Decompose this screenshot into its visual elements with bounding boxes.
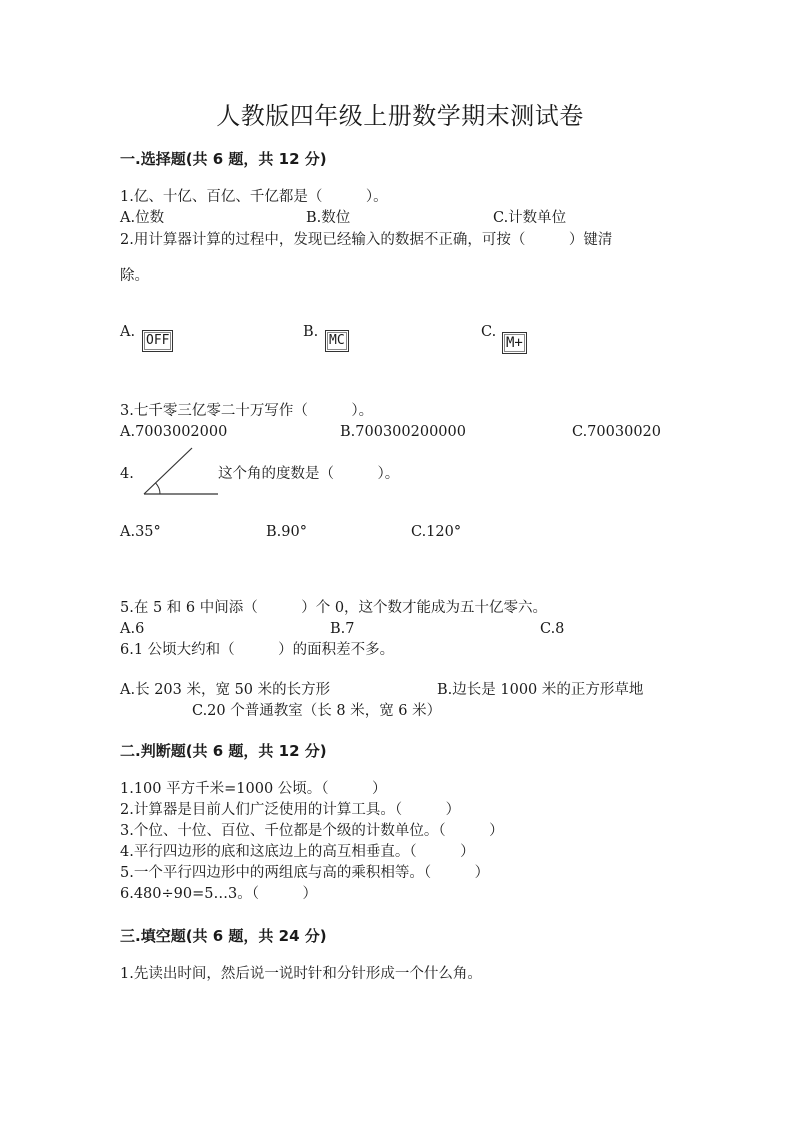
question-6-stem: 6.1 公顷大约和（ ）的面积差不多。 [120,642,395,658]
fill-question-1: 1.先读出时间，然后说一说时针和分针形成一个什么角。 [120,966,482,982]
question-6-option-b: B.边长是 1000 米的正方形草地 [437,682,644,698]
mc-key-icon: MC [325,330,349,352]
page-title: 人教版四年级上册数学期末测试卷 [216,102,584,130]
question-4-number: 4. [120,466,134,482]
judge-item-3: 3.个位、十位、百位、千位都是个级的计数单位。（ ） [120,823,504,839]
section-heading-fill: 三.填空题(共 6 题，共 24 分) [120,927,327,945]
question-5-option-c: C.8 [540,621,565,637]
question-2-option-a: A. [120,324,136,340]
judge-item-5: 5.一个平行四边形中的两组底与高的乘积相等。（ ） [120,865,490,881]
angle-slanted-ray [144,448,192,494]
question-4-option-c: C.120° [411,524,462,540]
question-1-stem: 1.亿、十亿、百亿、千亿都是（ ）。 [120,189,388,205]
judge-item-6: 6.480÷90=5…3。（ ） [120,886,317,902]
angle-arc [156,483,160,494]
question-6-option-c: C.20 个普通教室（长 8 米，宽 6 米） [192,703,442,719]
judge-item-1: 1.100 平方千米=1000 公顷。（ ） [120,781,387,797]
question-1-option-a: A.位数 [120,210,165,226]
question-4-option-b: B.90° [266,524,307,540]
angle-diagram [140,444,222,498]
question-2-stem-line2: 除。 [120,268,149,284]
question-5-option-a: A.6 [120,621,145,637]
off-key-icon: OFF [142,330,173,352]
question-2-option-b: B. [303,324,319,340]
question-2-option-c: C. [481,324,497,340]
question-6-option-a: A.长 203 米，宽 50 米的长方形 [120,682,331,698]
question-1-option-b: B.数位 [306,210,351,226]
judge-item-2: 2.计算器是目前人们广泛使用的计算工具。（ ） [120,802,461,818]
question-1-option-c: C.计数单位 [493,210,567,226]
question-3-option-c: C.70030020 [572,424,661,440]
section-heading-choice: 一.选择题(共 6 题，共 12 分) [120,150,327,168]
section-heading-judge: 二.判断题(共 6 题，共 12 分) [120,742,327,760]
question-2-stem-line1: 2.用计算器计算的过程中，发现已经输入的数据不正确，可按（ ）键清 [120,232,613,248]
m-plus-key-icon: M+ [502,332,527,354]
question-3-stem: 3.七千零三亿零二十万写作（ ）。 [120,403,374,419]
question-5-option-b: B.7 [330,621,355,637]
judge-item-4: 4.平行四边形的底和这底边上的高互相垂直。（ ） [120,844,475,860]
question-3-option-a: A.7003002000 [120,424,228,440]
question-3-option-b: B.700300200000 [340,424,466,440]
question-5-stem: 5.在 5 和 6 中间添（ ）个 0，这个数才能成为五十亿零六。 [120,600,548,616]
question-4-stem: 这个角的度数是（ ）。 [218,466,400,482]
question-4-option-a: A.35° [120,524,161,540]
